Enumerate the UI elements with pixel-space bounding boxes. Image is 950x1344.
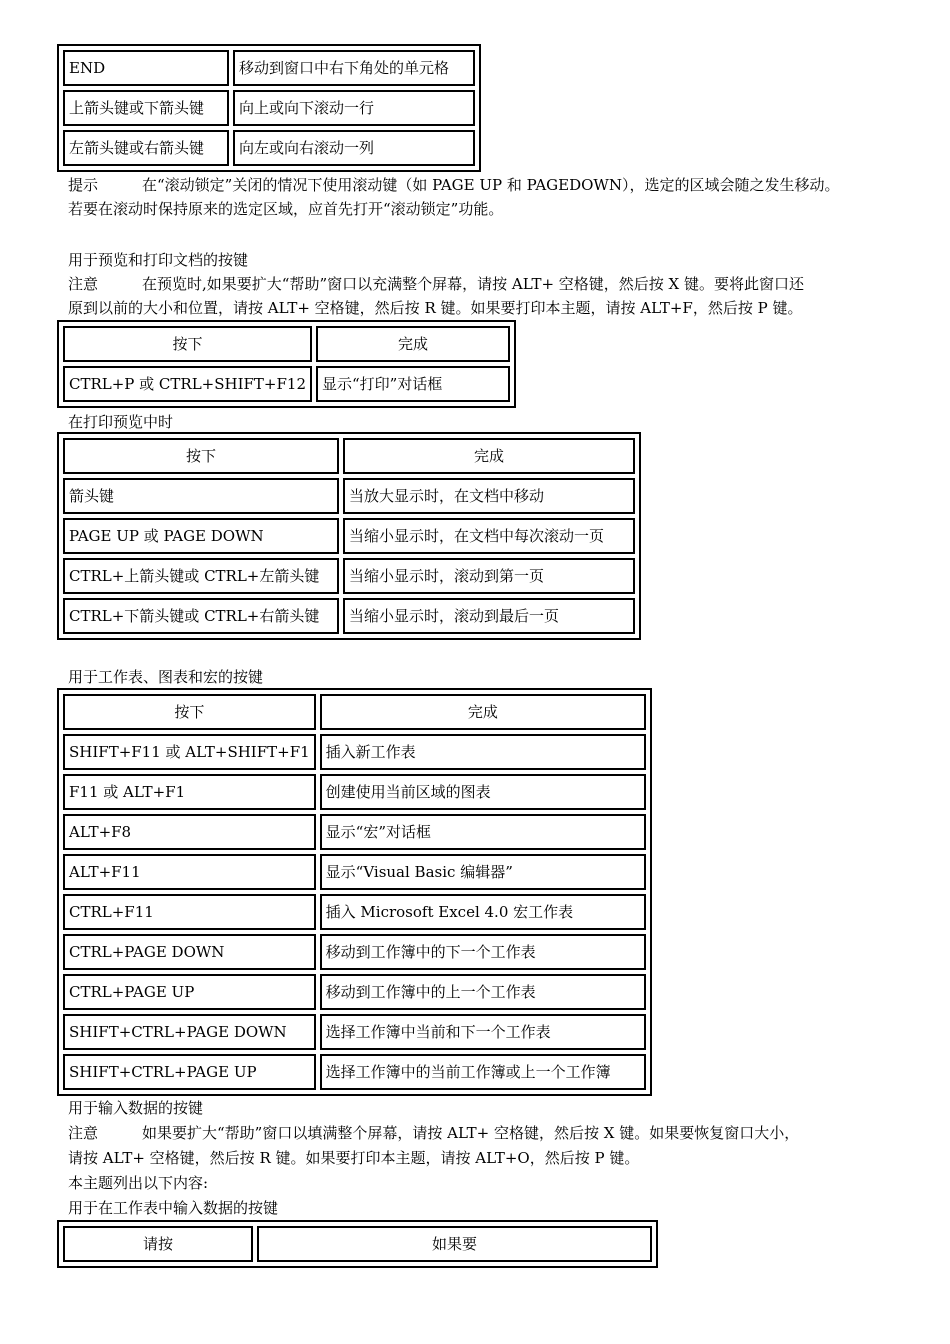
preview-note-text-1: 在预览时,如果要扩大“帮助”窗口以充满整个屏幕，请按 ALT+ 空格键，然后按 X 键。要将此窗口还: [142, 275, 805, 293]
table-row: [63, 974, 646, 1010]
table-cell-key: 左箭头键或右箭头键: [63, 130, 229, 166]
tip-label: 提示: [68, 176, 99, 194]
note-label: 注意: [68, 275, 99, 293]
table-cell-key: SHIFT+CTRL+PAGE UP: [63, 1054, 316, 1090]
table-cell-key: END: [63, 50, 229, 86]
table-cell-key: CTRL+下箭头键或 CTRL+右箭头键: [63, 598, 339, 634]
table-row: [63, 1014, 646, 1050]
table-row: [63, 598, 635, 634]
section-heading-preview: 用于预览和打印文档的按键: [68, 251, 249, 269]
input-note-line-1: [68, 1122, 888, 1145]
table-cell-key: F11 或 ALT+F1: [63, 774, 316, 810]
table-header-if: 如果要: [257, 1226, 652, 1262]
table-cell-action: 当缩小显示时，滚动到第一页: [343, 558, 635, 594]
print-keys-table: [57, 320, 516, 408]
table-cell-action: 显示“打印”对话框: [316, 366, 510, 402]
table-cell-action: 选择工作簿中的当前工作簿或上一个工作簿: [320, 1054, 646, 1090]
table-header-result: 完成: [320, 694, 646, 730]
table-header-press: 请按: [63, 1226, 253, 1262]
table-row: [63, 90, 475, 126]
tip-text-1: 在“滚动锁定”关闭的情况下使用滚动键（如 PAGE UP 和 PAGEDOWN），选定的区域会随之发生移动。: [142, 176, 840, 194]
table-cell-action: 当放大显示时，在文档中移动: [343, 478, 635, 514]
table-header-row: [63, 438, 635, 474]
table-header-press: 按下: [63, 438, 339, 474]
worksheet-keys-table: [57, 688, 652, 1096]
sub-heading-input-keys: 用于在工作表中输入数据的按键: [68, 1199, 279, 1217]
input-note-line-2: 请按 ALT+ 空格键，然后按 R 键。如果要打印本主题，请按 ALT+O，然后按 P 键。: [68, 1149, 640, 1167]
table-row: [63, 774, 646, 810]
table-cell-action: 当缩小显示时，在文档中每次滚动一页: [343, 518, 635, 554]
input-note-text-1: 如果要扩大“帮助”窗口以填满整个屏幕，请按 ALT+ 空格键，然后按 X 键。如果要恢复窗口大小，: [142, 1124, 800, 1142]
section-heading-sheets: 用于工作表、图表和宏的按键: [68, 668, 264, 686]
input-keys-table: [57, 1220, 658, 1268]
table-cell-key: CTRL+F11: [63, 894, 316, 930]
table-cell-key: PAGE UP 或 PAGE DOWN: [63, 518, 339, 554]
table-header-result: 完成: [343, 438, 635, 474]
table-cell-action: 向左或向右滚动一列: [233, 130, 475, 166]
table-header-press: 按下: [63, 326, 312, 362]
topic-list-intro: 本主题列出以下内容:: [68, 1174, 209, 1192]
table-header-row: [63, 694, 646, 730]
table-row: [63, 894, 646, 930]
tip-line-2: 若要在滚动时保持原来的选定区域，应首先打开“滚动锁定”功能。: [68, 200, 504, 218]
table-row: [63, 50, 475, 86]
note-label: 注意: [68, 1124, 99, 1142]
table-cell-key: SHIFT+F11 或 ALT+SHIFT+F1: [63, 734, 316, 770]
table-cell-action: 插入新工作表: [320, 734, 646, 770]
table-cell-key: CTRL+P 或 CTRL+SHIFT+F12: [63, 366, 312, 402]
table-header-row: [63, 1226, 652, 1262]
table-cell-action: 选择工作簿中当前和下一个工作表: [320, 1014, 646, 1050]
table-cell-key: CTRL+PAGE UP: [63, 974, 316, 1010]
table-cell-action: 当缩小显示时，滚动到最后一页: [343, 598, 635, 634]
table-cell-key: SHIFT+CTRL+PAGE DOWN: [63, 1014, 316, 1050]
table-cell-key: ALT+F11: [63, 854, 316, 890]
table-cell-action: 显示“宏”对话框: [320, 814, 646, 850]
table-row: [63, 366, 510, 402]
table-cell-action: 向上或向下滚动一行: [233, 90, 475, 126]
table-cell-action: 移动到工作簿中的下一个工作表: [320, 934, 646, 970]
table-header-press: 按下: [63, 694, 316, 730]
table-header-row: [63, 326, 510, 362]
table-row: [63, 814, 646, 850]
table-row: [63, 130, 475, 166]
navigation-keys-table: [57, 44, 481, 172]
table-row: [63, 934, 646, 970]
table-cell-key: 上箭头键或下箭头键: [63, 90, 229, 126]
table-row: [63, 518, 635, 554]
tip-line-1: [68, 174, 888, 197]
table-header-result: 完成: [316, 326, 510, 362]
print-preview-label: 在打印预览中时: [68, 413, 174, 431]
table-row: [63, 734, 646, 770]
table-cell-action: 创建使用当前区域的图表: [320, 774, 646, 810]
table-row: [63, 854, 646, 890]
table-cell-action: 移动到窗口中右下角处的单元格: [233, 50, 475, 86]
section-heading-input: 用于输入数据的按键: [68, 1099, 204, 1117]
table-cell-action: 插入 Microsoft Excel 4.0 宏工作表: [320, 894, 646, 930]
table-row: [63, 478, 635, 514]
preview-note-line-2: 原到以前的大小和位置，请按 ALT+ 空格键，然后按 R 键。如果要打印本主题，请按 ALT+F，然后按 P 键。: [68, 299, 803, 317]
table-cell-key: 箭头键: [63, 478, 339, 514]
table-cell-action: 移动到工作簿中的上一个工作表: [320, 974, 646, 1010]
table-row: [63, 1054, 646, 1090]
table-cell-key: CTRL+PAGE DOWN: [63, 934, 316, 970]
preview-note-line-1: [68, 273, 888, 296]
table-cell-action: 显示“Visual Basic 编辑器”: [320, 854, 646, 890]
table-cell-key: ALT+F8: [63, 814, 316, 850]
table-row: [63, 558, 635, 594]
print-preview-keys-table: [57, 432, 641, 640]
table-cell-key: CTRL+上箭头键或 CTRL+左箭头键: [63, 558, 339, 594]
